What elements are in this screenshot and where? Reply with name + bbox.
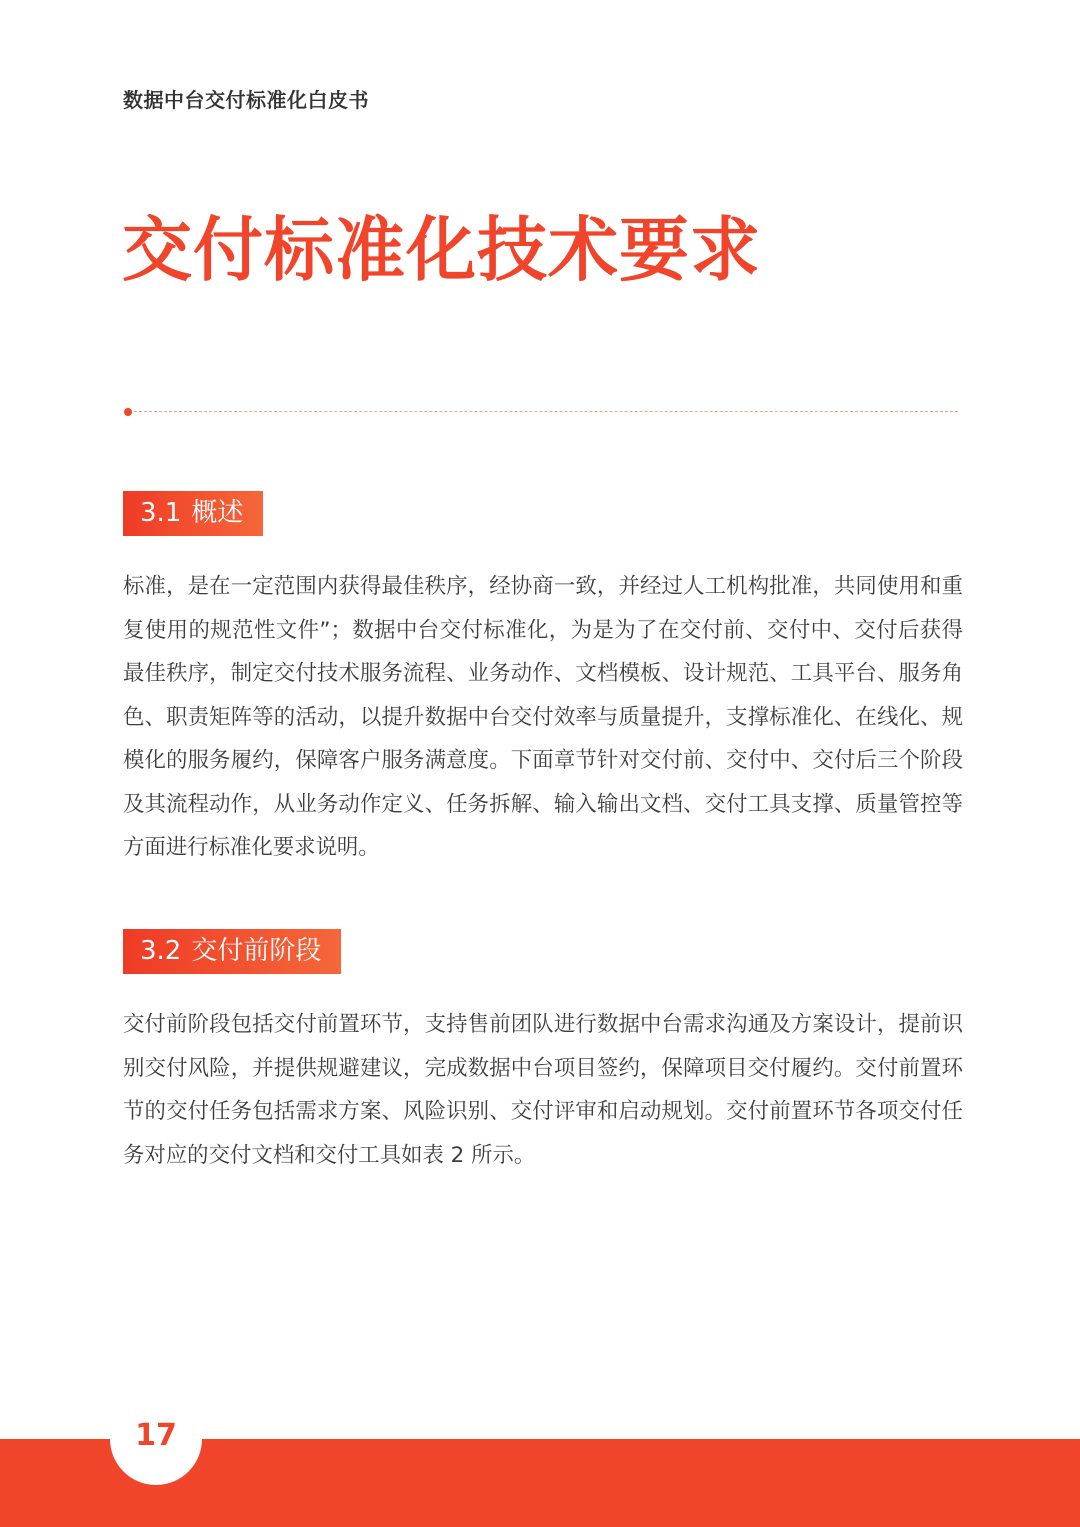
page-number: 17 (135, 1418, 177, 1453)
section-paragraph-3-1: 标准，是在一定范围内获得最佳秩序，经协商一致，并经过人工机构批准，共同使用和重复使用的规范性文件”；数据中台交付标准化，为是为了在交付前、交付中、交付后获得最佳秩序，制定交付技术服务流程、业务动作、文档模板、设计规范、工具平台、服务角色、职责矩阵等的活动，以提升数据中台交付效率与质量提升，支撑标准化、在线化、规模化的服务履约，保障客户服务满意度。下面章节针对交付前、交付中、交付后三个阶段及其流程动作，从业务动作定义、任务拆解、输入输出文档、交付工具支撑、质量管控等方面进行标准化要求说明。 (123, 574, 963, 860)
document-header-title: 数据中台交付标准化白皮书 (123, 88, 369, 112)
section-number: 3.1 (140, 498, 182, 528)
section-title: 交付前阶段 (191, 936, 322, 966)
divider-dashed-line (134, 411, 958, 412)
section-paragraph-3-2: 交付前阶段包括交付前置环节，支持售前团队进行数据中台需求沟通及方案设计，提前识别交付风险，并提供规避建议，完成数据中台项目签约，保障项目交付履约。交付前置环节的交付任务包括需求方案、风险识别、交付评审和启动规划。交付前置环节各项交付任务对应的交付文档和交付工具如表 2 所示。 (123, 1012, 963, 1168)
section-heading-3-2 (123, 929, 341, 974)
section-heading-3-1 (123, 491, 263, 536)
section-title: 概述 (191, 498, 244, 528)
section-divider (124, 408, 958, 416)
section-number: 3.2 (140, 936, 182, 966)
chapter-title: 交付标准化技术要求 (122, 209, 761, 291)
divider-dot (124, 408, 132, 416)
